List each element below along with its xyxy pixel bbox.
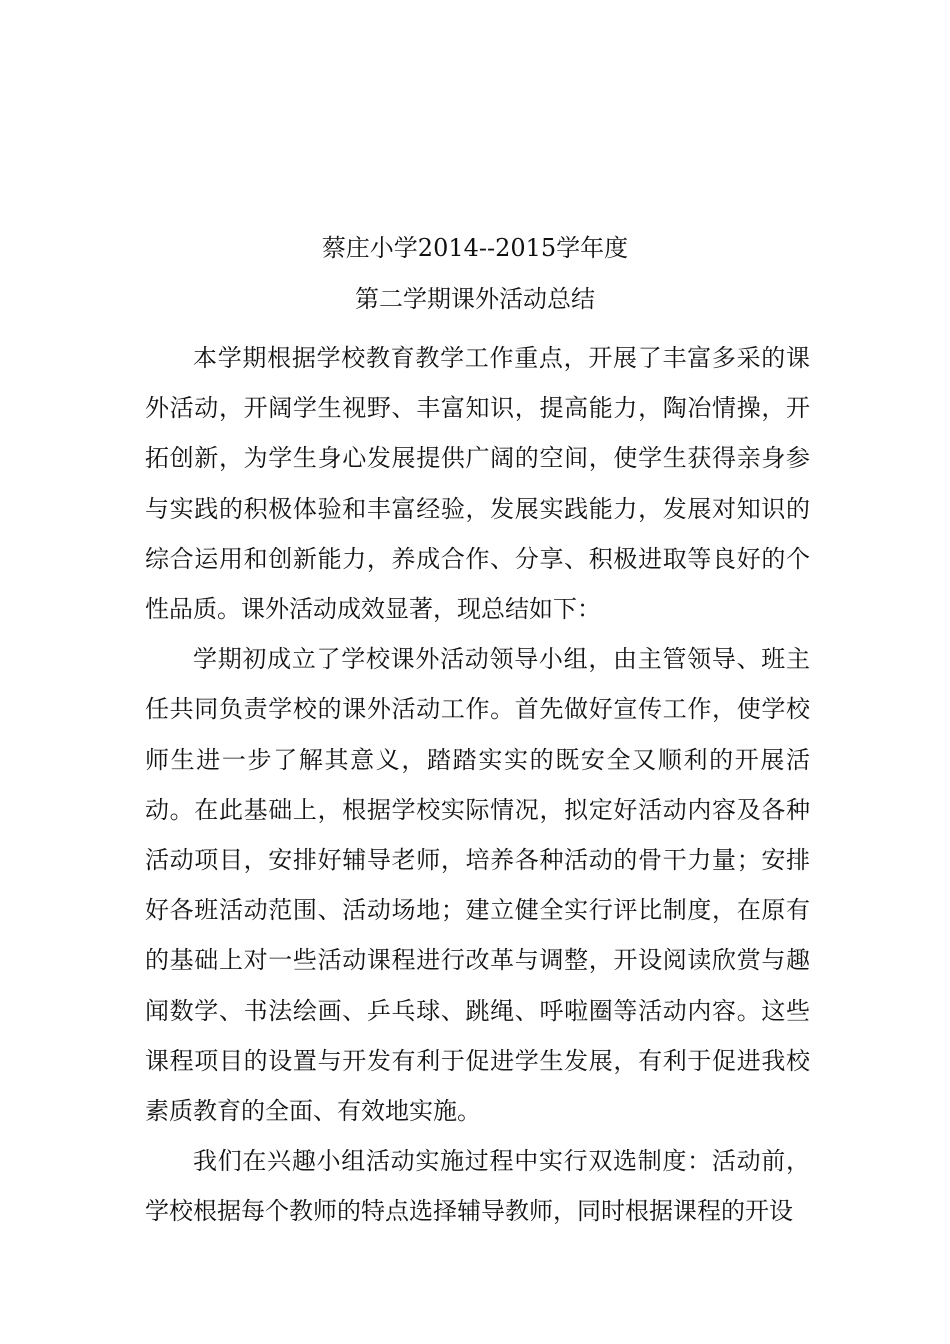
paragraph-dual-selection: 我们在兴趣小组活动实施过程中实行双选制度：活动前，学校根据每个教师的特点选择辅导教师，同时根据课程的开设 bbox=[145, 1147, 810, 1226]
paragraph-organization: 学期初成立了学校课外活动领导小组，由主管领导、班主任共同负责学校的课外活动工作。首先做好宣传工作，使学校师生进一步了解其意义，踏踏实实的既安全又顺利的开展活动。在此基础上，根据学校实际情况，拟定好活动内容及各种活动项目，安排好辅导老师，培养各种活动的骨干力量；安排好各班活动范围、活动场地；建立健全实行评比制度，在原有的基础上对一些活动课程进行改革与调整，开设阅读欣赏与趣闻数学、书法绘画、乒乓球、跳绳、呼啦圈等活动内容。这些课程项目的设置与开发有利于促进学生发展，有利于促进我校素质教育的全面、有效地实施。 bbox=[145, 645, 810, 1126]
document-title: 蔡庄小学2014--2015学年度 bbox=[321, 234, 629, 262]
document-subtitle: 第二学期课外活动总结 bbox=[355, 285, 595, 313]
document-body bbox=[145, 333, 810, 1237]
paragraph-intro: 本学期根据学校教育教学工作重点，开展了丰富多采的课外活动，开阔学生视野、丰富知识，提高能力，陶冶情操，开拓创新，为学生身心发展提供广阔的空间，使学生获得亲身参与实践的积极体验和丰富经验，发展实践能力，发展对知识的综合运用和创新能力，养成合作、分享、积极进取等良好的个性品质。课外活动成效显著，现总结如下： bbox=[145, 344, 810, 624]
